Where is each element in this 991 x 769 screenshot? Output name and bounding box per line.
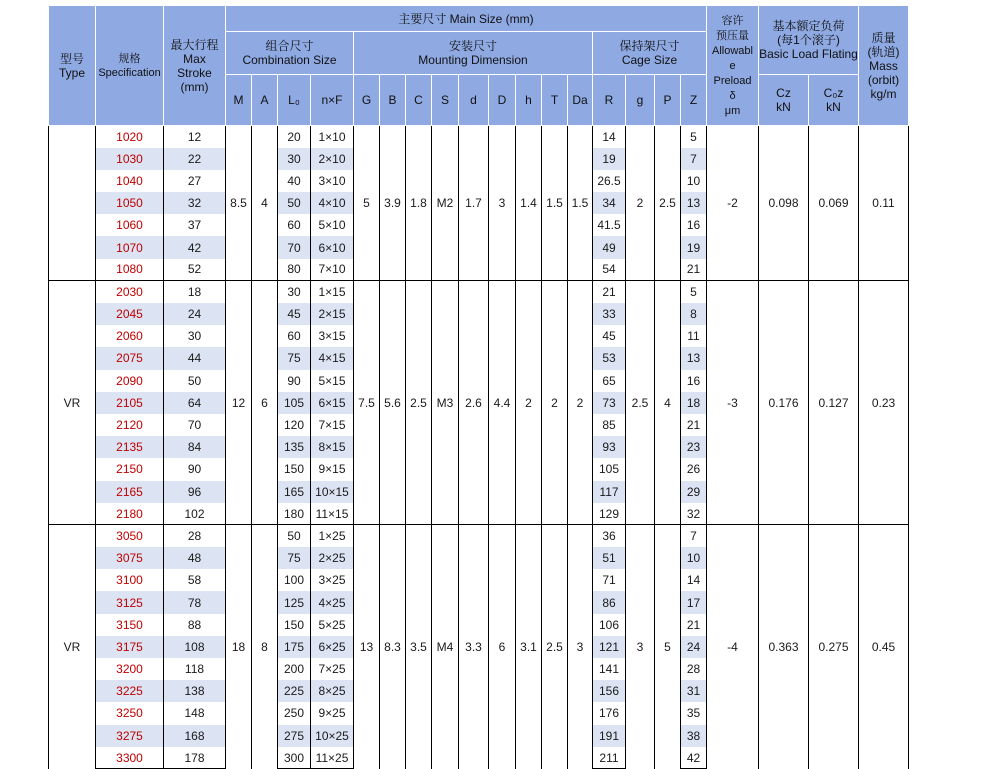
- col-nF-header: n×F: [311, 75, 354, 126]
- stroke-cell: 148: [164, 702, 226, 724]
- stroke-cell: 178: [164, 747, 226, 769]
- nF-cell: 5×25: [311, 614, 354, 636]
- nF-cell: 1×25: [311, 525, 354, 547]
- R-cell: 86: [593, 591, 626, 613]
- L0-cell: 50: [278, 192, 311, 214]
- A-cell: 8: [252, 525, 278, 769]
- T-cell: 1.5: [542, 126, 568, 281]
- col-T-header: T: [542, 75, 568, 126]
- nF-cell: 4×15: [311, 347, 354, 369]
- preload-cell: -2: [707, 126, 759, 281]
- nF-cell: 7×10: [311, 259, 354, 281]
- table-row: [49, 281, 909, 303]
- L0-cell: 105: [278, 392, 311, 414]
- stroke-cell: 12: [164, 126, 226, 148]
- Z-cell: 11: [681, 325, 707, 347]
- stroke-cell: 37: [164, 214, 226, 236]
- col-S-header: S: [432, 75, 459, 126]
- Z-cell: 21: [681, 259, 707, 281]
- R-cell: 106: [593, 614, 626, 636]
- R-cell: 85: [593, 414, 626, 436]
- R-cell: 65: [593, 370, 626, 392]
- stroke-cell: 138: [164, 680, 226, 702]
- cz-cell: 0.098: [759, 126, 809, 281]
- h-cell: 2: [516, 281, 542, 525]
- col-R-header: R: [593, 75, 626, 126]
- Z-cell: 38: [681, 725, 707, 747]
- spec-cell: 2120: [96, 414, 164, 436]
- Z-cell: 31: [681, 680, 707, 702]
- stroke-cell: 24: [164, 303, 226, 325]
- nF-cell: 6×25: [311, 636, 354, 658]
- col-spec-header: 规格 Specification: [96, 6, 164, 126]
- nF-cell: 9×15: [311, 458, 354, 480]
- L0-cell: 175: [278, 636, 311, 658]
- stroke-cell: 48: [164, 547, 226, 569]
- R-cell: 141: [593, 658, 626, 680]
- T-cell: 2: [542, 281, 568, 525]
- Z-cell: 26: [681, 458, 707, 480]
- Z-cell: 13: [681, 192, 707, 214]
- spec-table: [48, 5, 909, 769]
- col-d-header: d: [459, 75, 489, 126]
- Z-cell: 16: [681, 370, 707, 392]
- Z-cell: 21: [681, 614, 707, 636]
- stroke-cell: 78: [164, 591, 226, 613]
- g-cell: 2.5: [626, 281, 655, 525]
- col-P-header: P: [655, 75, 681, 126]
- stroke-cell: 27: [164, 170, 226, 192]
- R-cell: 129: [593, 503, 626, 525]
- col-A-header: A: [252, 75, 278, 126]
- stroke-cell: 32: [164, 192, 226, 214]
- cz-cell: 0.176: [759, 281, 809, 525]
- type-cell: VR: [49, 525, 96, 769]
- L0-cell: 135: [278, 436, 311, 458]
- L0-cell: 90: [278, 370, 311, 392]
- stroke-cell: 28: [164, 525, 226, 547]
- spec-cell: 3125: [96, 591, 164, 613]
- Da-cell: 1.5: [568, 126, 593, 281]
- L0-cell: 100: [278, 569, 311, 591]
- spec-cell: 2150: [96, 458, 164, 480]
- P-cell: 5: [655, 525, 681, 769]
- spec-cell: 2060: [96, 325, 164, 347]
- R-cell: 21: [593, 281, 626, 303]
- col-cz-header: Cz kN: [759, 75, 809, 126]
- R-cell: 54: [593, 259, 626, 281]
- col-M-header: M: [226, 75, 252, 126]
- stroke-cell: 52: [164, 259, 226, 281]
- stroke-cell: 18: [164, 281, 226, 303]
- spec-cell: 2105: [96, 392, 164, 414]
- nF-cell: 10×25: [311, 725, 354, 747]
- nF-cell: 3×15: [311, 325, 354, 347]
- Z-cell: 23: [681, 436, 707, 458]
- mass-cell: 0.23: [859, 281, 909, 525]
- L0-cell: 20: [278, 126, 311, 148]
- L0-cell: 150: [278, 458, 311, 480]
- C-cell: 3.5: [406, 525, 432, 769]
- h-cell: 1.4: [516, 126, 542, 281]
- Da-cell: 3: [568, 525, 593, 769]
- L0-cell: 225: [278, 680, 311, 702]
- spec-cell: 1020: [96, 126, 164, 148]
- c0z-cell: 0.069: [809, 126, 859, 281]
- Z-cell: 5: [681, 281, 707, 303]
- Z-cell: 5: [681, 126, 707, 148]
- L0-cell: 50: [278, 525, 311, 547]
- M-cell: 12: [226, 281, 252, 525]
- col-preload-header: 容许 预压量 Allowabl e Preload δ μm: [707, 6, 759, 126]
- Z-cell: 7: [681, 525, 707, 547]
- R-cell: 36: [593, 525, 626, 547]
- R-cell: 34: [593, 192, 626, 214]
- L0-cell: 180: [278, 503, 311, 525]
- nF-cell: 4×10: [311, 192, 354, 214]
- spec-cell: 1080: [96, 259, 164, 281]
- col-Z-header: Z: [681, 75, 707, 126]
- R-cell: 14: [593, 126, 626, 148]
- col-h-header: h: [516, 75, 542, 126]
- col-Da-header: Da: [568, 75, 593, 126]
- col-mass-header: 质量 (轨道) Mass (orbit) kg/m: [859, 6, 909, 126]
- R-cell: 19: [593, 148, 626, 170]
- stroke-cell: 90: [164, 458, 226, 480]
- nF-cell: 10×15: [311, 481, 354, 503]
- P-cell: 4: [655, 281, 681, 525]
- preload-cell: -4: [707, 525, 759, 769]
- Z-cell: 19: [681, 236, 707, 258]
- nF-cell: 11×15: [311, 503, 354, 525]
- Z-cell: 7: [681, 148, 707, 170]
- spec-cell: 3075: [96, 547, 164, 569]
- C-cell: 2.5: [406, 281, 432, 525]
- spec-cell: 2165: [96, 481, 164, 503]
- spec-cell: 3150: [96, 614, 164, 636]
- col-D-header: D: [489, 75, 516, 126]
- L0-cell: 70: [278, 236, 311, 258]
- d-cell: 1.7: [459, 126, 489, 281]
- spec-cell: 3050: [96, 525, 164, 547]
- L0-cell: 165: [278, 481, 311, 503]
- stroke-cell: 22: [164, 148, 226, 170]
- spec-cell: 3300: [96, 747, 164, 769]
- L0-cell: 150: [278, 614, 311, 636]
- stroke-cell: 64: [164, 392, 226, 414]
- L0-cell: 60: [278, 214, 311, 236]
- mass-cell: 0.45: [859, 525, 909, 769]
- L0-cell: 40: [278, 170, 311, 192]
- stroke-cell: 96: [164, 481, 226, 503]
- col-stroke-header: 最大行程 Max Stroke (mm): [164, 6, 226, 126]
- stroke-cell: 42: [164, 236, 226, 258]
- R-cell: 211: [593, 747, 626, 769]
- R-cell: 45: [593, 325, 626, 347]
- B-cell: 5.6: [380, 281, 406, 525]
- R-cell: 71: [593, 569, 626, 591]
- R-cell: 73: [593, 392, 626, 414]
- Z-cell: 32: [681, 503, 707, 525]
- cage-header: 保持架尺寸 Cage Size: [593, 32, 707, 75]
- L0-cell: 300: [278, 747, 311, 769]
- R-cell: 156: [593, 680, 626, 702]
- L0-cell: 80: [278, 259, 311, 281]
- Z-cell: 17: [681, 591, 707, 613]
- R-cell: 26.5: [593, 170, 626, 192]
- Z-cell: 10: [681, 547, 707, 569]
- D-cell: 6: [489, 525, 516, 769]
- B-cell: 3.9: [380, 126, 406, 281]
- Z-cell: 35: [681, 702, 707, 724]
- L0-cell: 275: [278, 725, 311, 747]
- L0-cell: 30: [278, 148, 311, 170]
- table-row: [49, 126, 909, 148]
- L0-cell: 120: [278, 414, 311, 436]
- spec-cell: 2090: [96, 370, 164, 392]
- Z-cell: 8: [681, 303, 707, 325]
- stroke-cell: 50: [164, 370, 226, 392]
- spec-cell: 1050: [96, 192, 164, 214]
- nF-cell: 7×15: [311, 414, 354, 436]
- c0z-cell: 0.127: [809, 281, 859, 525]
- nF-cell: 5×10: [311, 214, 354, 236]
- nF-cell: 1×10: [311, 126, 354, 148]
- spec-cell: 3250: [96, 702, 164, 724]
- P-cell: 2.5: [655, 126, 681, 281]
- Z-cell: 28: [681, 658, 707, 680]
- stroke-cell: 88: [164, 614, 226, 636]
- L0-cell: 125: [278, 591, 311, 613]
- nF-cell: 8×25: [311, 680, 354, 702]
- spec-cell: 1030: [96, 148, 164, 170]
- mounting-header: 安装尺寸 Mounting Dimension: [354, 32, 593, 75]
- R-cell: 121: [593, 636, 626, 658]
- spec-cell: 1070: [96, 236, 164, 258]
- stroke-cell: 102: [164, 503, 226, 525]
- nF-cell: 2×10: [311, 148, 354, 170]
- Z-cell: 10: [681, 170, 707, 192]
- nF-cell: 7×25: [311, 658, 354, 680]
- nF-cell: 1×15: [311, 281, 354, 303]
- R-cell: 105: [593, 458, 626, 480]
- nF-cell: 8×15: [311, 436, 354, 458]
- col-B-header: B: [380, 75, 406, 126]
- spec-cell: 1060: [96, 214, 164, 236]
- R-cell: 191: [593, 725, 626, 747]
- spec-cell: 2180: [96, 503, 164, 525]
- stroke-cell: 84: [164, 436, 226, 458]
- load-header: 基本额定负荷 (每1个滚子) Basic Load Flating: [759, 6, 859, 75]
- L0-cell: 30: [278, 281, 311, 303]
- Z-cell: 21: [681, 414, 707, 436]
- stroke-cell: 168: [164, 725, 226, 747]
- table-body: [49, 126, 909, 769]
- stroke-cell: 44: [164, 347, 226, 369]
- T-cell: 2.5: [542, 525, 568, 769]
- L0-cell: 250: [278, 702, 311, 724]
- L0-cell: 200: [278, 658, 311, 680]
- spec-cell: 3225: [96, 680, 164, 702]
- stroke-cell: 108: [164, 636, 226, 658]
- combination-header: 组合尺寸 Combination Size: [226, 32, 354, 75]
- spec-cell: 2030: [96, 281, 164, 303]
- L0-cell: 75: [278, 347, 311, 369]
- A-cell: 4: [252, 126, 278, 281]
- type-cell: [49, 126, 96, 281]
- main-size-header: 主要尺寸 Main Size (mm): [226, 6, 707, 32]
- spec-cell: 2075: [96, 347, 164, 369]
- spec-cell: 2045: [96, 303, 164, 325]
- spec-cell: 3100: [96, 569, 164, 591]
- nF-cell: 3×10: [311, 170, 354, 192]
- col-c0z-header: C₀z kN: [809, 75, 859, 126]
- stroke-cell: 58: [164, 569, 226, 591]
- nF-cell: 3×25: [311, 569, 354, 591]
- D-cell: 4.4: [489, 281, 516, 525]
- M-cell: 18: [226, 525, 252, 769]
- spec-cell: 3200: [96, 658, 164, 680]
- preload-cell: -3: [707, 281, 759, 525]
- G-cell: 13: [354, 525, 380, 769]
- col-type-header: 型号 Type: [49, 6, 96, 126]
- R-cell: 176: [593, 702, 626, 724]
- R-cell: 51: [593, 547, 626, 569]
- cz-cell: 0.363: [759, 525, 809, 769]
- Z-cell: 29: [681, 481, 707, 503]
- D-cell: 3: [489, 126, 516, 281]
- col-L0-header: L₀: [278, 75, 311, 126]
- table-row: [49, 525, 909, 547]
- M-cell: 8.5: [226, 126, 252, 281]
- Z-cell: 42: [681, 747, 707, 769]
- R-cell: 117: [593, 481, 626, 503]
- R-cell: 93: [593, 436, 626, 458]
- nF-cell: 5×15: [311, 370, 354, 392]
- S-cell: M4: [432, 525, 459, 769]
- Z-cell: 14: [681, 569, 707, 591]
- S-cell: M2: [432, 126, 459, 281]
- g-cell: 2: [626, 126, 655, 281]
- Z-cell: 13: [681, 347, 707, 369]
- A-cell: 6: [252, 281, 278, 525]
- spec-cell: 1040: [96, 170, 164, 192]
- L0-cell: 75: [278, 547, 311, 569]
- R-cell: 53: [593, 347, 626, 369]
- d-cell: 2.6: [459, 281, 489, 525]
- type-cell: VR: [49, 281, 96, 525]
- d-cell: 3.3: [459, 525, 489, 769]
- stroke-cell: 30: [164, 325, 226, 347]
- col-C-header: C: [406, 75, 432, 126]
- nF-cell: 4×25: [311, 591, 354, 613]
- mass-cell: 0.11: [859, 126, 909, 281]
- Z-cell: 18: [681, 392, 707, 414]
- B-cell: 8.3: [380, 525, 406, 769]
- nF-cell: 6×10: [311, 236, 354, 258]
- G-cell: 5: [354, 126, 380, 281]
- nF-cell: 2×25: [311, 547, 354, 569]
- nF-cell: 9×25: [311, 702, 354, 724]
- stroke-cell: 118: [164, 658, 226, 680]
- stroke-cell: 70: [164, 414, 226, 436]
- col-G-header: G: [354, 75, 380, 126]
- c0z-cell: 0.275: [809, 525, 859, 769]
- spec-cell: 2135: [96, 436, 164, 458]
- nF-cell: 11×25: [311, 747, 354, 769]
- Da-cell: 2: [568, 281, 593, 525]
- h-cell: 3.1: [516, 525, 542, 769]
- G-cell: 7.5: [354, 281, 380, 525]
- R-cell: 33: [593, 303, 626, 325]
- S-cell: M3: [432, 281, 459, 525]
- Z-cell: 24: [681, 636, 707, 658]
- nF-cell: 6×15: [311, 392, 354, 414]
- col-g-header: g: [626, 75, 655, 126]
- C-cell: 1.8: [406, 126, 432, 281]
- spec-cell: 3175: [96, 636, 164, 658]
- g-cell: 3: [626, 525, 655, 769]
- L0-cell: 60: [278, 325, 311, 347]
- R-cell: 41.5: [593, 214, 626, 236]
- nF-cell: 2×15: [311, 303, 354, 325]
- L0-cell: 45: [278, 303, 311, 325]
- spec-cell: 3275: [96, 725, 164, 747]
- Z-cell: 16: [681, 214, 707, 236]
- R-cell: 49: [593, 236, 626, 258]
